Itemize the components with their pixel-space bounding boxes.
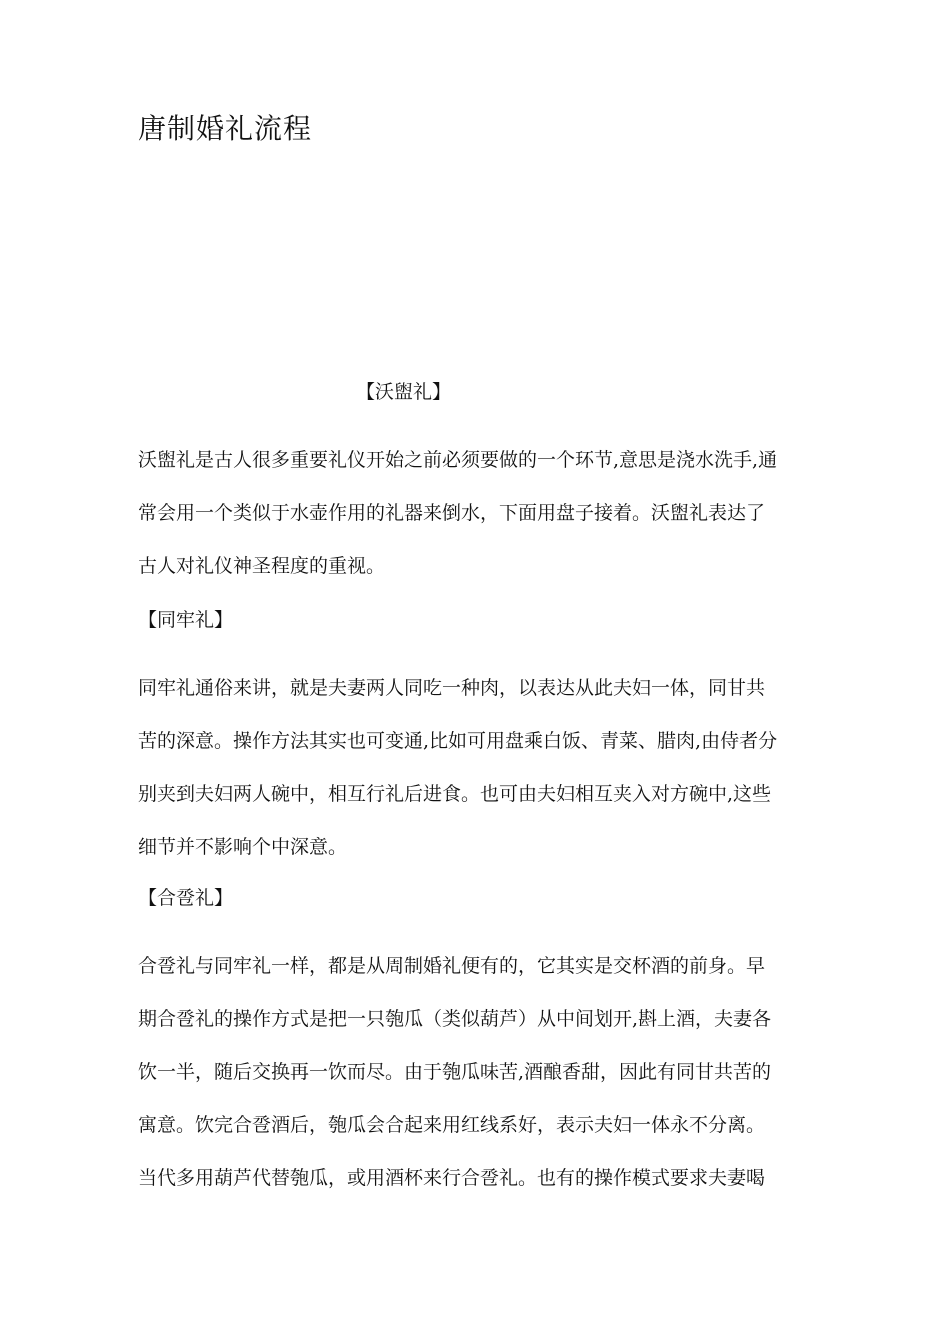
paragraph-line: 常会用一个类似于水壶作用的礼器来倒水，下面用盘子接着。沃盥礼表达了 [138,502,766,524]
paragraph-line: 古人对礼仪神圣程度的重视。 [138,555,386,577]
section-paragraph-wo-guan [138,434,818,593]
paragraph-line: 细节并不影响个中深意。 [138,836,348,858]
paragraph-line: 别夹到夫妇两人碗中，相互行礼后进食。也可由夫妇相互夹入对方碗中,这些 [138,783,772,805]
section-paragraph-tong-lao [138,662,818,874]
paragraph-line: 合卺礼与同牢礼一样，都是从周制婚礼便有的，它其实是交杯酒的前身。早 [138,955,766,977]
paragraph-line: 寓意。饮完合卺酒后，匏瓜会合起来用红线系好，表示夫妇一体永不分离。 [138,1114,766,1136]
paragraph-line: 苦的深意。操作方法其实也可变通,比如可用盘乘白饭、青菜、腊肉,由侍者分 [138,730,778,752]
paragraph-line: 饮一半，随后交换再一饮而尽。由于匏瓜味苦,酒酿香甜，因此有同甘共苦的 [138,1061,772,1083]
paragraph-line: 同牢礼通俗来讲，就是夫妻两人同吃一种肉，以表达从此夫妇一体，同甘共 [138,677,766,699]
section-heading-tong-lao: 【同牢礼】 [138,609,234,631]
paragraph-line: 期合卺礼的操作方式是把一只匏瓜（类似葫芦）从中间划开,斟上酒，夫妻各 [138,1008,772,1030]
section-heading-wo-guan: 【沃盥礼】 [356,381,452,403]
section-heading-he-jin: 【合卺礼】 [138,887,234,909]
document-title: 唐制婚礼流程 [138,112,313,145]
paragraph-line: 沃盥礼是古人很多重要礼仪开始之前必须要做的一个环节,意思是浇水洗手,通 [138,449,778,471]
section-paragraph-he-jin [138,940,818,1205]
paragraph-line: 当代多用葫芦代替匏瓜，或用酒杯来行合卺礼。也有的操作模式要求夫妻喝 [138,1167,766,1189]
